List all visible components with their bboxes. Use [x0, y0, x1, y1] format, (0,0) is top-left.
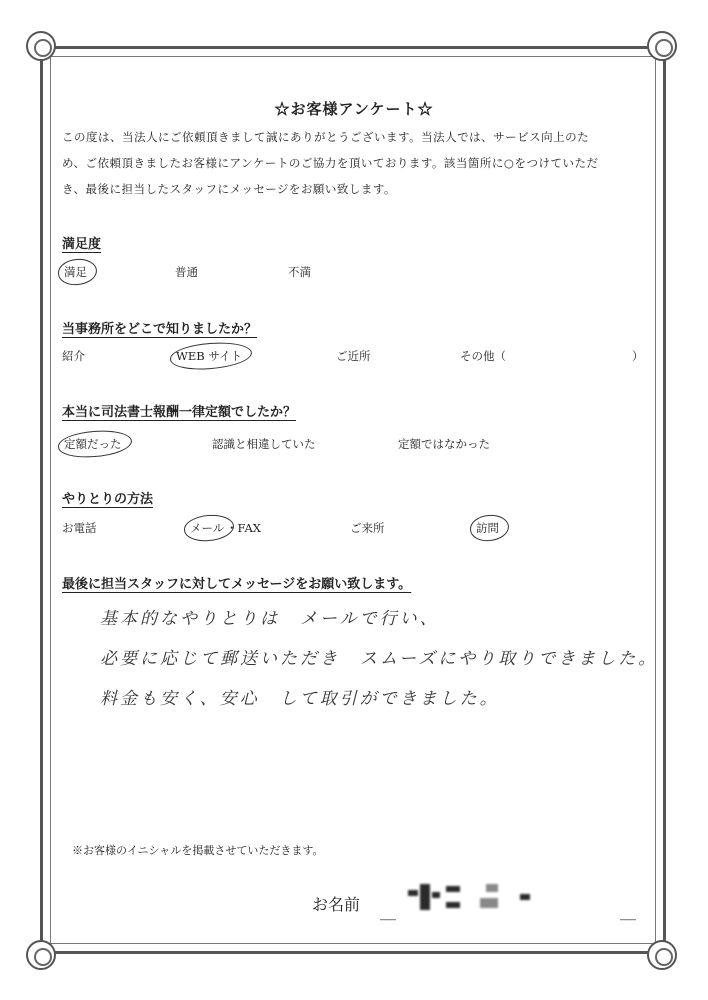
option-dissatisfied[interactable]: 不満 [288, 265, 311, 279]
redacted-name-mark [420, 884, 430, 910]
option-other[interactable]: その他（ [460, 349, 506, 363]
option-email[interactable]: メール [190, 521, 225, 535]
option-visit-office[interactable]: ご来所 [350, 521, 385, 535]
intro-line: き、最後に担当したスタッフにメッセージをお願い致します。 [62, 182, 396, 196]
option-not-fixed[interactable]: 定額ではなかった [398, 437, 490, 451]
option-satisfied[interactable]: 満足 [64, 265, 87, 279]
name-line-left: ＿ [380, 903, 397, 922]
option-other-close: ） [632, 349, 644, 363]
handwritten-message-line: 必要に応じて郵送いただき スムーズにやり取りできました。 [100, 649, 659, 669]
corner-ornament-icon [647, 940, 677, 970]
question-contact-heading: やりとりの方法 [62, 492, 154, 507]
initials-note: ※お客様のイニシャルを掲載させていただきます。 [72, 844, 324, 857]
option-fax[interactable]: ・FAX [226, 521, 261, 535]
redacted-name-mark [486, 884, 498, 892]
option-neutral[interactable]: 普通 [175, 265, 198, 279]
name-line-right: ＿ [620, 903, 637, 922]
question-satisfaction-heading: 満足度 [62, 237, 102, 252]
redacted-name-mark [432, 892, 440, 898]
corner-ornament-icon [647, 31, 677, 61]
corner-ornament-icon [26, 31, 56, 61]
option-differed[interactable]: 認識と相違していた [212, 437, 316, 451]
option-neighborhood[interactable]: ご近所 [336, 349, 371, 363]
question-fee-heading: 本当に司法書士報酬一律定額でしたか？ [62, 405, 297, 420]
name-label: お名前 [312, 895, 361, 914]
survey-title: ☆お客様アンケート☆ [274, 100, 434, 118]
redacted-name-mark [480, 898, 498, 908]
redacted-name-mark [446, 902, 460, 908]
corner-ornament-icon [26, 940, 56, 970]
option-referral[interactable]: 紹介 [62, 349, 85, 363]
handwritten-message-line: 基本的なやりとりは メールで行い、 [100, 609, 440, 629]
intro-line: この度は、当法人にご依頼頂きまして誠にありがとうございます。当法人では、サービス向上のた [62, 130, 590, 144]
option-phone[interactable]: お電話 [62, 521, 97, 535]
handwritten-message-line: 料金も安く、安心 して取引ができました。 [100, 689, 500, 709]
option-fixed-fee[interactable]: 定額だった [64, 437, 122, 451]
option-website[interactable]: WEB サイト [176, 349, 243, 363]
intro-line: め、ご依頼頂きましたお客様にアンケートのご協力を頂いております。該当箇所に○をつけていただ [62, 156, 599, 170]
redacted-name-mark [408, 890, 418, 896]
option-home-visit[interactable]: 訪問 [476, 521, 499, 535]
redacted-name-mark [446, 886, 460, 892]
redacted-name-mark [520, 894, 530, 900]
intro-paragraph [62, 124, 662, 202]
question-source-heading: 当事務所をどこで知りましたか？ [62, 322, 258, 337]
question-message-heading: 最後に担当スタッフに対してメッセージをお願い致します。 [62, 577, 412, 592]
